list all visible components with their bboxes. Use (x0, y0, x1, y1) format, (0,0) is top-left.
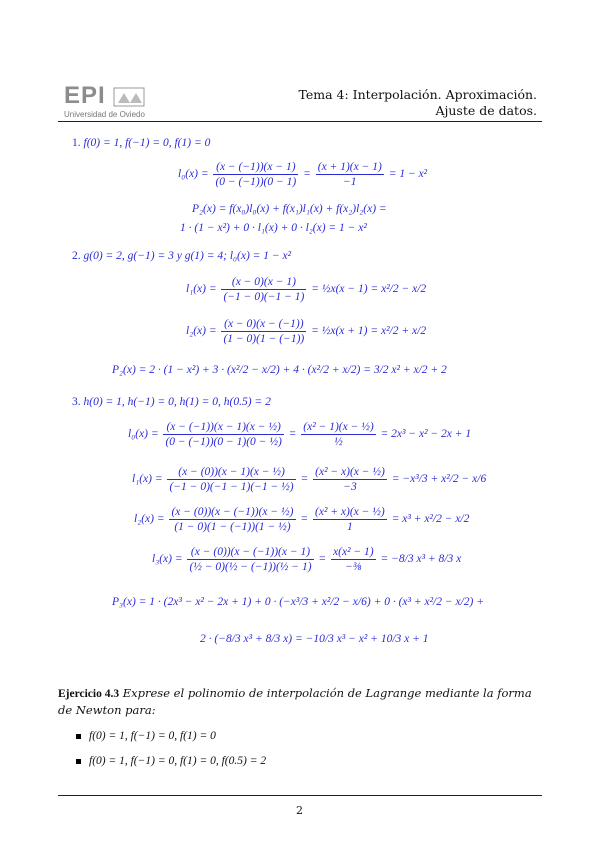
sol1-label: 1. (72, 137, 81, 149)
sol1-l0-num2: (x + 1)(x − 1) (317, 161, 382, 173)
header-title (299, 87, 538, 119)
exercise-block (58, 685, 542, 718)
sol3-l2-lhs: l₂(x) = (134, 513, 165, 526)
sol3-l3-result: = −8/3 x³ + 8/3 x (380, 553, 462, 566)
sol1-l0-den2: −1 (316, 174, 384, 189)
sol2-l1-eq (186, 275, 426, 304)
sol2-l2-den: (1 − 0)(1 − (−1)) (223, 333, 305, 345)
sol1-conditions: f(0) = 1, f(−1) = 0, f(1) = 0 (83, 137, 211, 149)
sol2-label: 2. (72, 250, 81, 262)
page-number: 2 (296, 804, 303, 817)
sol3-l1-num1: (x − (0))(x − 1)(x − ½) (178, 466, 285, 478)
sol2-l1-lhs: l₁(x) = (186, 283, 217, 296)
sol1-p2-line2: 1 · (1 − x²) + 0 · l₁(x) + 0 · l₂(x) = 1 − x² (180, 222, 367, 234)
sol3-heading (72, 396, 271, 408)
sol1-heading (72, 137, 210, 149)
sol2-l2-eq (186, 317, 426, 346)
sol3-l2-den2: 1 (313, 519, 387, 534)
sol3-l1-result: = −x³/3 + x²/2 − x/6 (391, 473, 487, 486)
sol3-l0-den1: (0 − (−1))(0 − 1)(0 − ½) (165, 436, 282, 448)
sol2-l1-rest: = ½x(x − 1) = x²/2 − x/2 (311, 283, 427, 296)
sol3-label: 3. (72, 396, 81, 408)
sol3-l1-lhs: l₁(x) = (132, 473, 163, 486)
sol3-l1-eq: l₁(x) = $\frac{\text{(x − (0))(x − 1)(x − ½)}}{\text{(−1 − 0)(−1 − 1)(−1 − ½)}}$ = $\frac{\text{(x² − x)(x − ½)}}{-3}$ = −x³/3 + x²/2 − x/6 (132, 466, 487, 493)
sol3-l2-num1: (x − (0))(x − (−1))(x − ½) (171, 506, 294, 518)
sol3-l2-den1: (1 − 0)(1 − (−1))(1 − ½) (169, 519, 295, 534)
sol3-l3-den2: −⅜ (331, 559, 376, 574)
sol3-l2-num2: (x² + x)(x − ½) (315, 506, 385, 518)
exercise-text: Exprese el polinomio de interpolación de Lagrange mediante la forma de Newton para: (58, 686, 532, 717)
sol3-l3-eq: l₃(x) = $\frac{(x - (0))(x - (-1))(x - 1)}{\text{(½ − 0)(½ − (−1))(½ − 1)}}$ = $\frac{\text{x(x² − 1)}}{\text{−⅜}}$ = −8/3 x³ + 8/3 x (152, 546, 462, 573)
sol3-l0-num2: (x² − 1)(x − ½) (303, 421, 374, 433)
sol3-l0-result: = 2x³ − x² − 2x + 1 (380, 428, 472, 441)
exercise-item-2: f(0) = 1, f(−1) = 0, f(1) = 0, f(0.5) = 2 (76, 755, 266, 767)
sol3-l2-result: = x³ + x²/2 − x/2 (391, 513, 470, 526)
sol3-l0-lhs: l₀(x) = (128, 428, 159, 441)
sol3-l1-den2: −3 (313, 479, 387, 494)
sol2-l2-rest: = ½x(x + 1) = x²/2 + x/2 (311, 325, 427, 338)
sol3-p3-line1: P₃(x) = 1 · (2x³ − x² − 2x + 1) + 0 · (−x³/3 + x²/2 − x/6) + 0 · (x³ + x²/2 − x/2) + (112, 596, 484, 608)
sol1-l0-lhs: l₀(x) = (178, 168, 209, 181)
sol3-conditions: h(0) = 1, h(−1) = 0, h(1) = 0, h(0.5) = 2 (83, 396, 271, 408)
footer-rule (58, 795, 542, 796)
sol3-l0-eq: l₀(x) = $\frac{\text{(x − (−1))(x − 1)(x − ½)}}{\text{(0 − (−1))(0 − 1)(0 − ½)}}$ = $\frac{\text{(x² − 1)(x − ½)}}{\text{½}}$ = 2x³ − x² − 2x + 1 (128, 421, 472, 448)
sol1-p2-line1: P₂(x) = f(x₀)l₀(x) + f(x₁)l₁(x) + f(x₂)l₂(x) = (192, 203, 387, 215)
header-title-line1: Tema 4: Interpolación. Aproximación. (298, 87, 537, 102)
exercise-title: Ejercicio 4.3 (58, 688, 120, 700)
sol1-l0-eq: l₀(x) = $\frac{(x - (-1))(x - 1)}{(0 - (-1))(0 - 1)}$ = $\frac{(x + 1)(x - 1)}{-1}$ = 1 − x² (178, 161, 428, 188)
sol3-l0-num1: (x − (−1))(x − 1)(x − ½) (166, 421, 281, 433)
sol3-l1-den1: (−1 − 0)(−1 − 1)(−1 − ½) (169, 481, 294, 493)
header-title-line2: Ajuste de datos. (435, 103, 537, 118)
sol3-l3-num2: x(x² − 1) (333, 546, 374, 558)
sol1-l0-num1: (x − (−1))(x − 1) (216, 161, 296, 173)
sol3-l3-lhs: l₃(x) = (152, 553, 183, 566)
sol2-l1-num: (x − 0)(x − 1) (231, 276, 296, 288)
sol3-l1-num2: (x² − x)(x − ½) (315, 466, 385, 478)
sol1-l0-result: = 1 − x² (388, 168, 428, 181)
sol2-l2-num: (x − 0)(x − (−1)) (224, 318, 304, 330)
university-name: Universidad de Oviedo (64, 110, 145, 119)
sol1-l0-den1: (0 − (−1))(0 − 1) (215, 176, 297, 188)
epi-logo: EPI (64, 82, 106, 109)
sol3-l3-num1: (x − (0))(x − (−1))(x − 1) (190, 546, 311, 558)
sol3-l2-eq: l₂(x) = $\frac{\text{(x − (0))(x − (−1))(x − ½)}}{\text{(1 − 0)(1 − (−1))(1 − ½)}}$ = $\frac{\text{(x² + x)(x − ½)}}{1}$ = x³ + x²/2 − x/2 (134, 506, 470, 533)
sol3-l0-den2: ½ (301, 434, 375, 449)
sol2-heading (72, 250, 291, 262)
sol2-conditions: g(0) = 2, g(−1) = 3 y g(1) = 4; l₀(x) = 1 − x² (83, 250, 292, 262)
university-crest-icon (110, 85, 150, 109)
sol3-l3-den1: (½ − 0)(½ − (−1))(½ − 1) (189, 561, 312, 573)
sol2-p2: P₂(x) = 2 · (1 − x²) + 3 · (x²/2 − x/2) + 4 · (x²/2 + x/2) = 3/2 x² + x/2 + 2 (112, 364, 447, 376)
sol3-p3-line2: 2 · (−8/3 x³ + 8/3 x) = −10/3 x³ − x² + 10/3 x + 1 (200, 633, 429, 645)
exercise-item-1: f(0) = 1, f(−1) = 0, f(1) = 0 (76, 730, 216, 742)
sol2-l1-den: (−1 − 0)(−1 − 1) (223, 291, 305, 303)
sol2-l2-lhs: l₂(x) = (186, 325, 217, 338)
header-rule (58, 121, 542, 122)
